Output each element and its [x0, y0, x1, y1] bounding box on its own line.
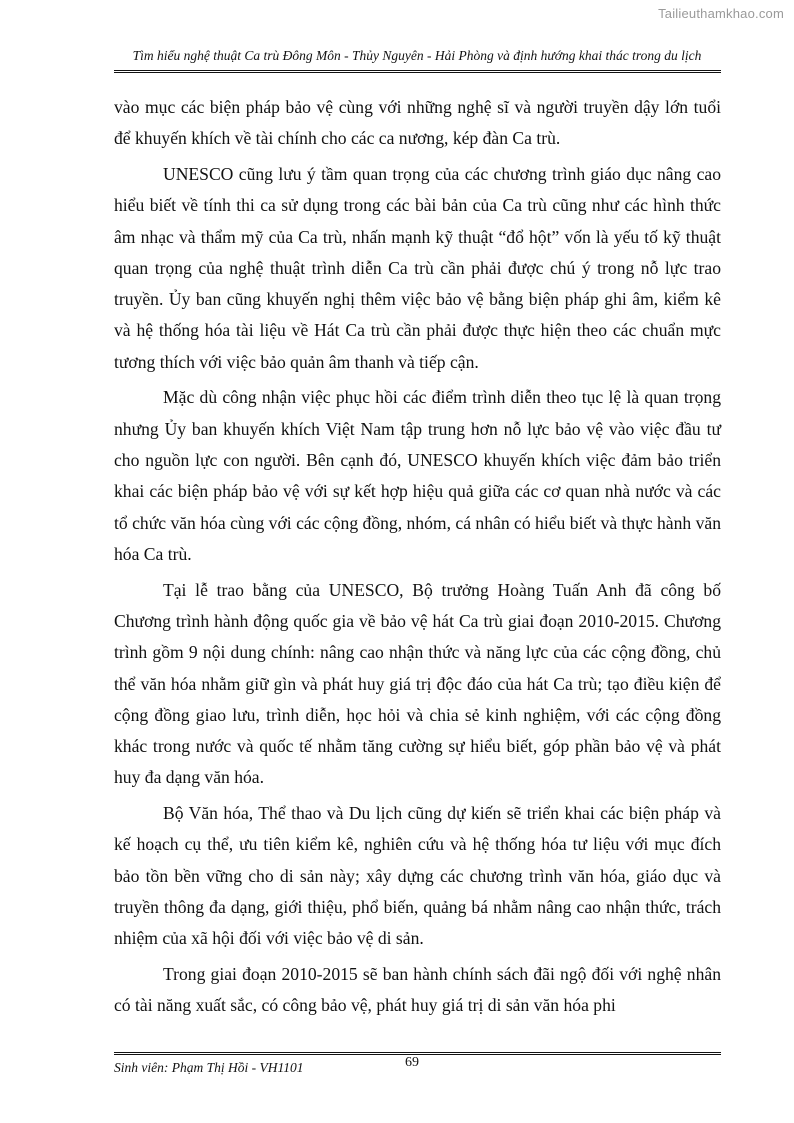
running-header: Tìm hiểu nghệ thuật Ca trù Đông Môn - Thủy Nguyên - Hải Phòng và định hướng khai thác trong du lịch — [132, 48, 702, 63]
page-number: 69 — [405, 1055, 419, 1070]
paragraph-1: vào mục các biện pháp bảo vệ cùng với những nghệ sĩ và người truyền dậy lớn tuổi để khuyến khích về tài chính cho các ca nương, kép đàn Ca trù. — [114, 97, 721, 149]
paragraph-6: Trong giai đoạn 2010-2015 sẽ ban hành chính sách đãi ngộ đối với nghệ nhân có tài năng xuất sắc, có công bảo vệ, phát huy giá trị di sản văn hóa phi — [114, 963, 721, 1016]
footer-author: Sinh viên: Phạm Thị Hồi - VH1101 — [114, 1060, 304, 1075]
paragraph-3: Mặc dù công nhận việc phục hồi các điểm trình diễn theo tục lệ là quan trọng nhưng Ủy ban khuyến khích Việt Nam tập trung hơn nỗ lực bảo vệ vào việc đầu tư cho nguồn lực con người. Bên cạnh đó, UNESCO khuyến khích việc đảm bảo triển khai các biện pháp bảo vệ với sự kết hợp hiệu quả giữa các cơ quan nhà nước và các tổ chức văn hóa cùng với các cộng đồng, nhóm, cá nhân có hiểu biết và thực hành văn hóa Ca trù. — [114, 387, 721, 564]
page-body — [114, 92, 721, 1026]
header-rule — [114, 70, 721, 73]
paragraph-2: UNESCO cũng lưu ý tầm quan trọng của các chương trình giáo dục nâng cao hiểu biết về tính thi ca sử dụng trong các bài bản của Ca trù cũng như các hình thức âm nhạc và thẩm mỹ của Ca trù, nhấn mạnh kỹ thuật “đổ hột” vốn là yếu tố kỹ thuật quan trọng của nghệ thuật trình diễn Ca trù cần phải được chú ý trong nỗ lực trao truyền. Ủy ban cũng khuyến nghị thêm việc bảo vệ bằng biện pháp ghi âm, kiểm kê và hệ thống hóa tài liệu về Hát Ca trù cần phải được thực hiện theo các chuẩn mực tương thích với việc bảo quản âm thanh và tiếp cận. — [114, 163, 721, 372]
paragraph-5: Bộ Văn hóa, Thể thao và Du lịch cũng dự kiến sẽ triển khai các biện pháp và kế hoạch cụ thể, ưu tiên kiểm kê, nghiên cứu và hệ thống hóa tư liệu với mục đích bảo tồn bền vững cho di sản này; xây dựng các chương trình văn hóa, giáo dục và truyền thông đa dạng, giới thiệu, phổ biến, quảng bá nhằm nâng cao nhận thức, trách nhiệm của xã hội đối với việc bảo vệ di sản. — [114, 803, 721, 949]
paragraph-4: Tại lễ trao bằng của UNESCO, Bộ trưởng Hoàng Tuấn Anh đã công bố Chương trình hành động quốc gia về bảo vệ hát Ca trù giai đoạn 2010-2015. Chương trình gồm 9 nội dung chính: nâng cao nhận thức và năng lực của các cộng đồng, chủ thể văn hóa nhằm giữ gìn và phát huy giá trị độc đáo của hát Ca trù; tạo điều kiện để cộng đồng giao lưu, trình diễn, học hỏi và chia sẻ kinh nghiệm, với các cộng đồng khác trong nước và quốc tế nhằm tăng cường sự hiểu biết, góp phần bảo vệ và phát huy đa dạng văn hóa. — [114, 579, 721, 788]
watermark: Tailieuthamkhao.com — [658, 6, 784, 21]
